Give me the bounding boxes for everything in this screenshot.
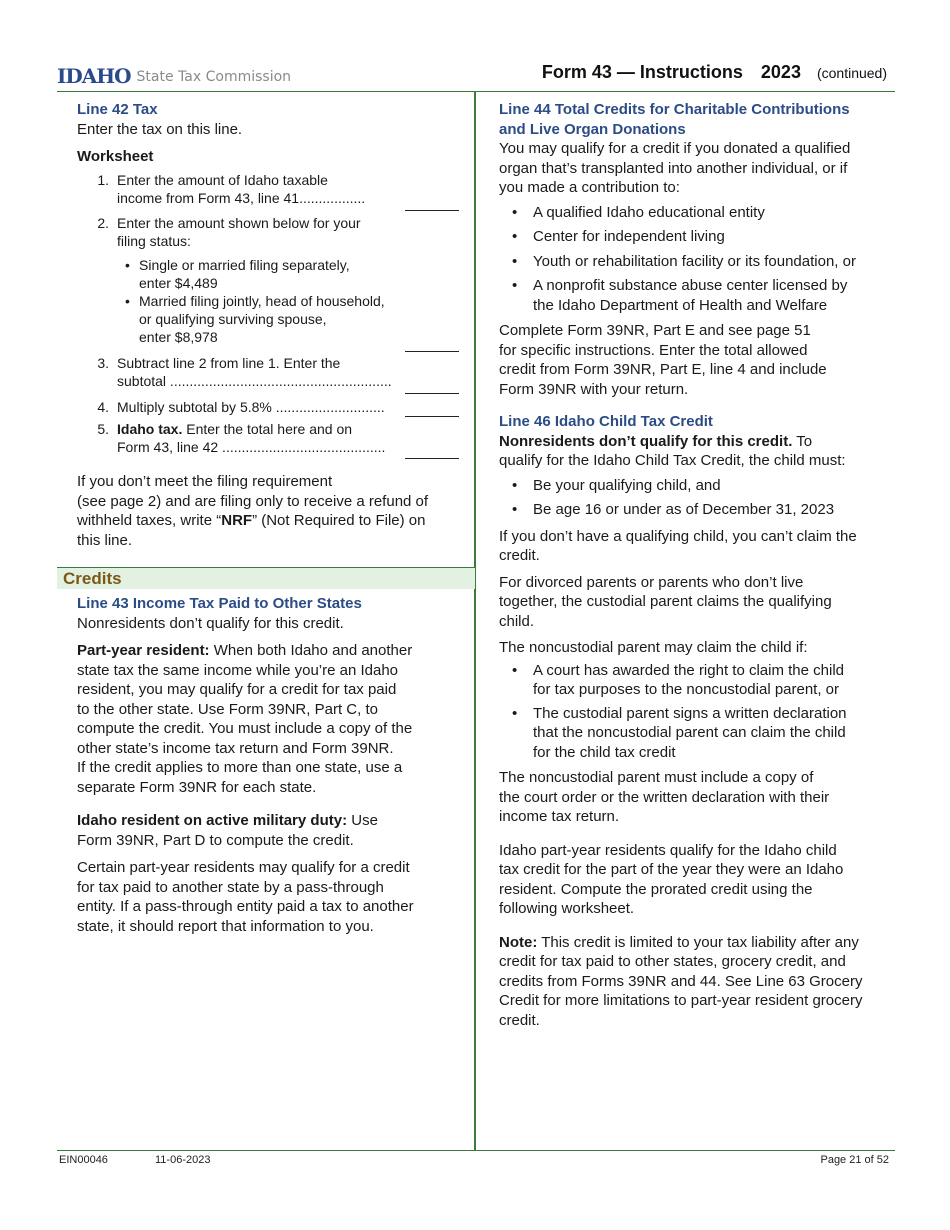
line44-complete-paragraph: Complete Form 39NR, Part E and see page 51 for specific instructions. Enter the total allowed credit from Form 39NR, Part E, line 4 and include Form 39NR with your return. — [499, 322, 827, 398]
list-item: • A nonprofit substance abuse center licensed by the Idaho Department of Health and Welfare — [499, 276, 899, 315]
tax-worksheet: 1. Enter the amount of Idaho taxable income from Form 43, line 41................. 2. Enter the amount shown below for your filing status: • Single or married filing separately, enter $4,489 • Married filing jointly, head of household, or qualifying surviving spouse, enter $8,978 3. Subtract line 2 from line 1. Enter the subtotal ......................................................... 4. Multiply subtotal by 5.8% ............................ 5. Idaho tax. Enter the total here and on Form 43, line 42 .......................................... — [85, 171, 465, 471]
header-rule — [57, 91, 895, 92]
list-item: • A qualified Idaho educational entity — [499, 203, 899, 223]
list-item: • Center for independent living — [499, 227, 899, 247]
logo-wordmark: IDAHO — [57, 64, 131, 88]
worksheet-line-1-blank — [405, 210, 459, 211]
line46-heading: Line 46 Idaho Child Tax Credit — [499, 413, 713, 430]
part-year-resident-paragraph: Part-year resident: When both Idaho and another state tax the same income while you’re an Idaho resident, you may qualify for a credit for tax paid to the other state. Use Form 39NR, Part C, to compute the credit. You must include a copy of the other state’s income tax return and Form 39NR. If the credit applies to more than one state, use a separate Form 39NR for each state. — [77, 642, 413, 796]
line43-section — [77, 594, 467, 936]
page-title — [542, 62, 887, 83]
military-duty-paragraph: Idaho resident on active military duty: Use Form 39NR, Part D to compute the credit. — [77, 812, 378, 849]
worksheet-line-5-blank — [405, 458, 459, 459]
list-item: • A court has awarded the right to claim the child for tax purposes to the noncustodial parent, or — [499, 661, 899, 700]
list-item: • Be your qualifying child, and — [499, 476, 899, 496]
list-item: • Youth or rehabilitation facility or its foundation, or — [499, 252, 899, 272]
continued-label: (continued) — [816, 65, 887, 81]
column-divider — [474, 92, 476, 1151]
line42-heading: Line 42 Tax — [77, 101, 158, 118]
form-title: Form 43 — Instructions — [541, 62, 743, 82]
line43-heading: Line 43 Income Tax Paid to Other States — [77, 595, 362, 612]
pass-through-paragraph: Certain part-year residents may qualify for a credit for tax paid to another state by a pass-through entity. If a pass-through entity paid a tax to another state, it should report that information to you. — [77, 859, 414, 935]
filing-status-single: • Single or married filing separately, enter $4,489 — [117, 256, 407, 292]
worksheet-line-4-blank — [405, 416, 459, 417]
filing-status-joint: • Married filing jointly, head of household, or qualifying surviving spouse, enter $8,978 — [117, 292, 407, 346]
footer-rule — [57, 1150, 895, 1151]
worksheet-line-2-blank — [405, 351, 459, 352]
revision-date: 11-06-2023 — [155, 1154, 211, 1166]
line44-heading: Line 44 Total Credits for Charitable Contributions and Live Organ Donations — [499, 101, 850, 138]
list-item: • Be age 16 or under as of December 31, 2023 — [499, 500, 899, 520]
credits-section-header — [57, 567, 475, 589]
list-item: • The custodial parent signs a written declaration that the noncustodial parent can claim the child for the child tax credit — [499, 704, 899, 763]
line43-nonresident-note: Nonresidents don’t qualify for this credit. — [77, 614, 344, 632]
line46-section: Line 46 Idaho Child Tax Credit Nonresidents don’t qualify for this credit. To qualify for the Idaho Child Tax Credit, the child must: • Be your qualifying child, and • Be age 16 or under as of December 31, 2023 If you don’t have a qualifying child, you can’t claim the credit. For divorced parents or parents who don’t live together, the custodial parent claims the qualifying child. The noncustodial parent may claim the child if: • A court has awarded the right to claim the child for tax purposes to the noncustodial parent, or • The custodial parent signs a written declaration that the noncustodial parent can claim the child for the child tax credit The noncustodial parent must include a copy of the court order or the written declaration with their income tax return. Idaho part-year residents qualify for the Idaho child tax credit for the part of the year they were an Idaho resident. Compute the prorated credit using the following worksheet. Note: This credit is limited to your tax liability after any credit for tax paid to other states, grocery credit, and credits from Forms 39NR and 44. See Line 63 Grocery Credit for more limitations to part-year resident grocery credit. — [499, 412, 899, 1030]
worksheet-heading: Worksheet — [77, 148, 154, 165]
credits-title: Credits — [63, 569, 122, 588]
idaho-tax-commission-logo — [57, 62, 291, 86]
line42-section — [77, 100, 467, 139]
page-number: Page 21 of 52 — [820, 1154, 889, 1166]
form-code: EIN00046 — [59, 1154, 108, 1166]
note-paragraph: Note: This credit is limited to your tax liability after any credit for tax paid to other states, grocery credit, and credits from Forms 39NR and 44. See Line 63 Grocery Credit for more limitations to part-year resident grocery credit. — [499, 933, 863, 1029]
logo-subtitle: State Tax Commission — [136, 69, 292, 85]
line44-section: Line 44 Total Credits for Charitable Contributions and Live Organ Donations You may qualify for a credit if you donated a qualified organ that’s transplanted into another individual, or if you made a contribution to: • A qualified Idaho educational entity • Center for independent living • Youth or rehabilitation facility or its foundation, or • A nonprofit substance abuse center licensed by the Idaho Department of Health and Welfare Complete Form 39NR, Part E and see page 51 for specific instructions. Enter the total allowed credit from Form 39NR, Part E, line 4 and include Form 39NR with your return. — [499, 100, 899, 399]
line42-intro: Enter the tax on this line. — [77, 120, 243, 138]
form-year: 2023 — [760, 62, 801, 82]
nrf-paragraph: If you don’t meet the filing requirement (see page 2) and are filing only to receive a refund of withheld taxes, write “NRF” (Not Required to File) on this line. — [77, 473, 429, 549]
worksheet-line-3-blank — [405, 393, 459, 394]
